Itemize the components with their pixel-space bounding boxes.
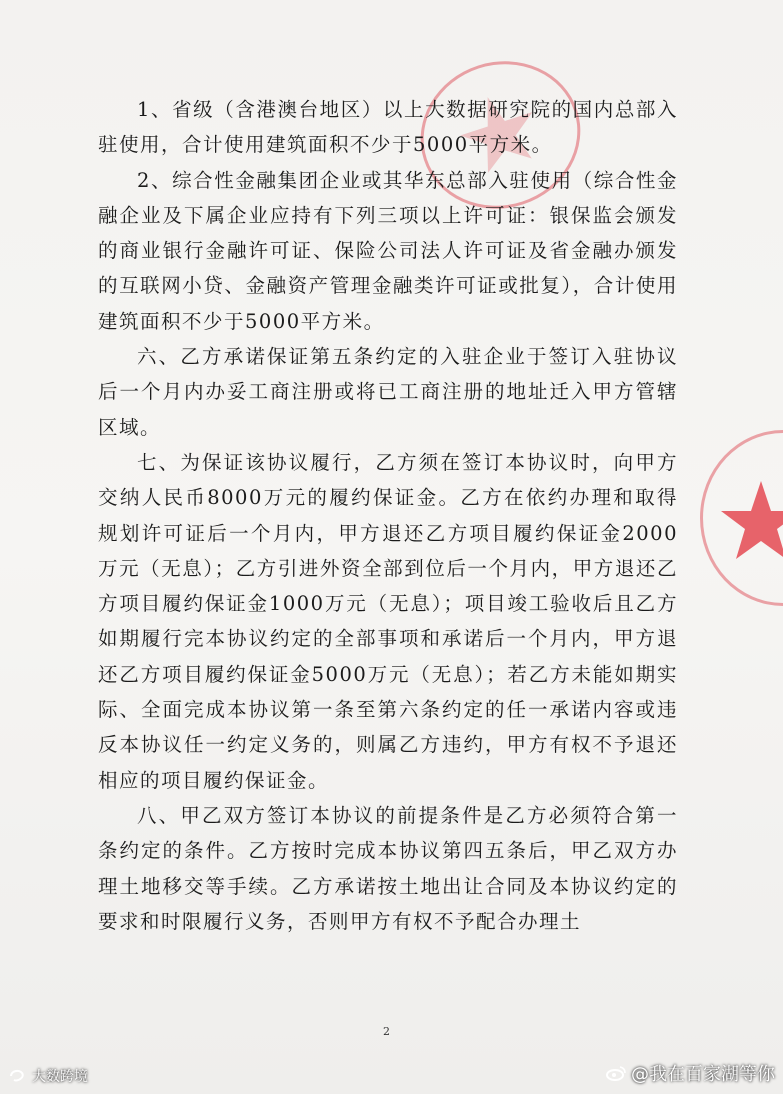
watermark-left-text: 大数跨境 [32,1069,88,1085]
paragraph-clause-6: 六、乙方承诺保证第五条约定的入驻企业于签订入驻协议后一个月内办妥工商注册或将已工商注册的地址迁入甲方管辖区域。 [98,345,678,439]
logo-icon [8,1068,30,1084]
paragraph-clause-8: 八、甲乙双方签订本协议的前提条件是乙方必须符合第一条约定的条件。乙方按时完成本协议第四五条后，甲乙双方办理土地移交等手续。乙方承诺按土地出让合同及本协议约定的要求和时限履行义务，否则甲方有权不予配合办理土 [98,803,678,933]
watermark-right [605,1060,775,1086]
official-seal-right [700,430,783,606]
paragraph-clause-7: 七、为保证该协议履行，乙方须在签订本协议时，向甲方交纳人民币8000万元的履约保证金。乙方在依约办理和取得规划许可证后一个月内，甲方退还乙方项目履约保证金2000万元（无息）；乙方引进外资全部到位后一个月内，甲方退还乙方项目履约保证金1000万元（无息）；项目竣工验收后且乙方如期履行完本协议约定的全部事项和承诺后一个月内，甲方退还乙方项目履约保证金5000万元（无息）；若乙方未能如期实际、全面完成本协议第一条至第六条约定的任一承诺内容或违反本协议任一约定义务的，则属乙方违约，甲方有权不予退还相应的项目履约保证金。 [98,450,678,792]
page-number: 2 [383,1025,390,1038]
document-body [98,92,678,939]
watermark-right-text: @我在百家湖等你 [631,1064,775,1085]
paragraph-clause-5-1: 1、省级（含港澳台地区）以上大数据研究院的国内总部入驻使用，合计使用建筑面积不少于5000平方米。 [98,98,678,157]
paragraph-clause-5-2: 2、综合性金融集团企业或其华东总部入驻使用（综合性金融企业及下属企业应持有下列三项以上许可证：银保监会颁发的商业银行金融许可证、保险公司法人许可证及省金融办颁发的互联网小贷、金融资产管理金融类许可证或批复），合计使用建筑面积不少于5000平方米。 [98,168,678,333]
weibo-icon [605,1065,627,1081]
watermark-left [8,1066,88,1086]
